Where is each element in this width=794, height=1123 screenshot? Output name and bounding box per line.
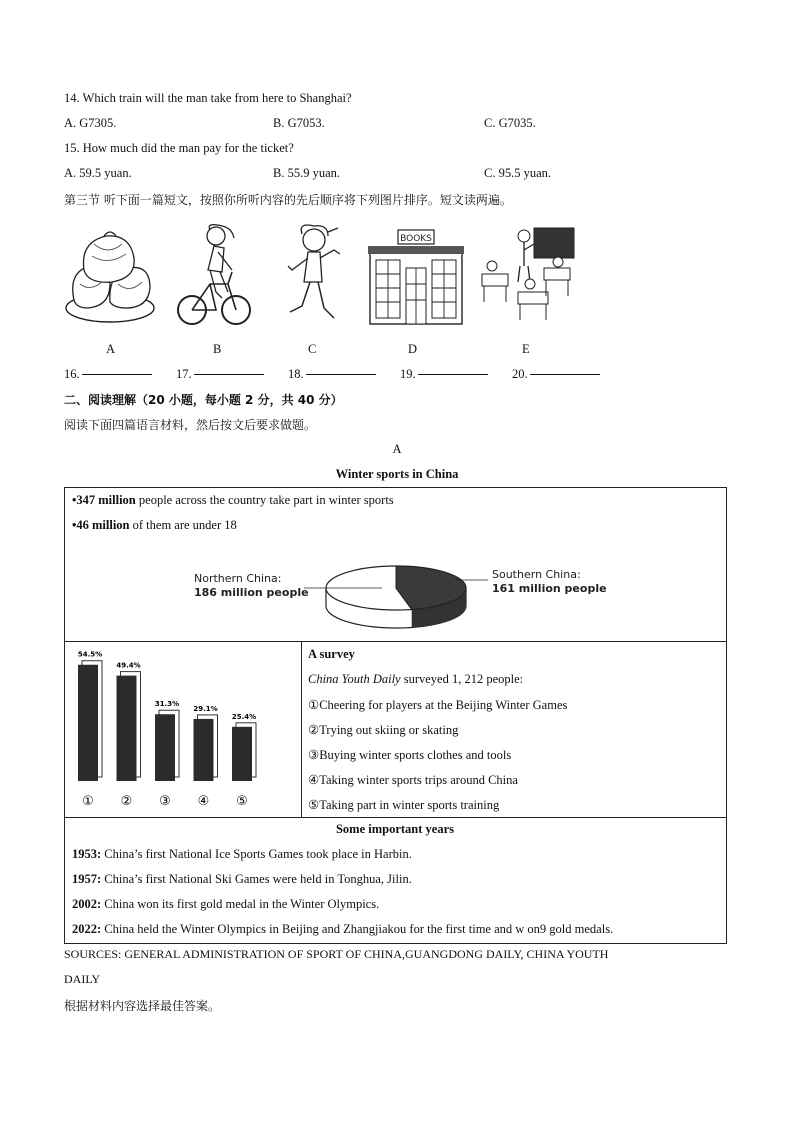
fact-under-18-text: of them are under 18 bbox=[129, 518, 237, 532]
q15-option-c[interactable]: C. 95.5 yuan. bbox=[484, 166, 552, 180]
pie-label-north-2: 186 million people bbox=[194, 586, 309, 599]
bar-value-label-2: 49.4% bbox=[116, 661, 141, 670]
picture-label-b: B bbox=[213, 342, 222, 356]
fact-under-18-number: •46 million bbox=[72, 518, 130, 532]
girl-running-icon bbox=[284, 222, 344, 330]
q14-option-b[interactable]: B. G7053. bbox=[273, 116, 325, 130]
q15-option-a[interactable]: A. 59.5 yuan. bbox=[64, 166, 132, 180]
fact-participants-number: •347 million bbox=[72, 493, 136, 507]
bar-value-label-1: 54.5% bbox=[77, 650, 103, 659]
bar-category-label-3: ③ bbox=[159, 794, 171, 809]
survey-source: China Youth Daily bbox=[308, 672, 401, 686]
survey-item-5: ⑤Taking part in winter sports training bbox=[308, 798, 500, 812]
answer-blank-18[interactable] bbox=[288, 367, 376, 382]
blank-number: 20. bbox=[512, 367, 528, 381]
q14-option-c[interactable]: C. G7035. bbox=[484, 116, 536, 130]
year-text: China’s first National Ice Sports Games took place in Harbin. bbox=[101, 847, 412, 861]
bar-value-label-4: 29.1% bbox=[193, 704, 218, 713]
picture-label-d: D bbox=[408, 342, 418, 356]
blank-number: 19. bbox=[400, 367, 416, 381]
buns-icon bbox=[64, 222, 156, 330]
reading-instruction: 阅读下面四篇语言材料，然后按文后要求做题。 bbox=[64, 418, 317, 432]
bar-3 bbox=[155, 714, 175, 781]
pie-chart bbox=[186, 540, 626, 636]
choose-instruction: 根据材料内容选择最佳答案。 bbox=[64, 999, 221, 1013]
bar-4 bbox=[194, 719, 214, 781]
survey-item-2: ②Trying out skiing or skating bbox=[308, 723, 459, 737]
classroom-icon bbox=[478, 222, 578, 330]
answer-blank-16[interactable] bbox=[64, 367, 152, 382]
survey-intro-text: surveyed 1, 212 people: bbox=[400, 672, 524, 686]
bar-5 bbox=[232, 727, 252, 781]
sources-line-1: SOURCES: GENERAL ADMINISTRATION OF SPORT OF CHINA,GUANGDONG DAILY, CHINA YOUTH bbox=[64, 947, 609, 961]
answer-blank-20[interactable] bbox=[512, 367, 600, 382]
passage-letter: A bbox=[392, 442, 402, 456]
picture-label-c: C bbox=[308, 342, 317, 356]
blank-number: 18. bbox=[288, 367, 304, 381]
years-title: Some important years bbox=[335, 822, 455, 836]
pie-label-south-2: 161 million people bbox=[492, 582, 607, 595]
year-text: China held the Winter Olympics in Beijing and Zhangjiakou for the first time and w on9 gold medals. bbox=[101, 922, 614, 936]
year-text: China won its first gold medal in the Winter Olympics. bbox=[101, 897, 380, 911]
bar-1 bbox=[78, 665, 98, 781]
year-text: China’s first National Ski Games were held in Tonghua, Jilin. bbox=[101, 872, 412, 886]
store-sign: BOOKS bbox=[400, 234, 432, 244]
bar-value-label-3: 31.3% bbox=[154, 700, 180, 709]
girl-cycling-icon bbox=[176, 222, 252, 330]
survey-intro bbox=[308, 672, 523, 687]
q15-option-b[interactable]: B. 55.9 yuan. bbox=[273, 166, 341, 180]
passage-title: Winter sports in China bbox=[335, 467, 459, 481]
year-label: 1953: bbox=[72, 847, 102, 861]
answer-blank-19[interactable] bbox=[400, 367, 488, 382]
survey-item-3: ③Buying winter sports clothes and tools bbox=[308, 748, 512, 762]
section3-instruction: 第三节 听下面一篇短文，按照你所听内容的先后顺序将下列图片排序。短文读两遍。 bbox=[64, 193, 512, 207]
year-row-2022 bbox=[72, 922, 613, 937]
fact-participants bbox=[72, 493, 394, 508]
bar-category-label-1: ① bbox=[82, 794, 94, 809]
picture-label-a: A bbox=[106, 342, 116, 356]
bar-category-label-5: ⑤ bbox=[236, 794, 248, 809]
fact-under-18 bbox=[72, 518, 237, 533]
pie-label-south-1: Southern China: bbox=[492, 568, 581, 581]
bar-2 bbox=[117, 676, 137, 781]
blank-number: 16. bbox=[64, 367, 80, 381]
blank-number: 17. bbox=[176, 367, 192, 381]
bar-category-label-2: ② bbox=[120, 794, 133, 809]
answer-blank-17[interactable] bbox=[176, 367, 264, 382]
bar-category-label-4: ④ bbox=[197, 794, 210, 809]
pie-label-north-1: Northern China: bbox=[194, 572, 282, 585]
year-row-1957 bbox=[72, 872, 412, 887]
year-label: 2002: bbox=[72, 897, 102, 911]
survey-title: A survey bbox=[308, 647, 355, 661]
survey-bar-chart bbox=[68, 645, 296, 813]
survey-item-4: ④Taking winter sports trips around China bbox=[308, 773, 518, 787]
question-15: 15. How much did the man pay for the ticket? bbox=[64, 141, 294, 155]
bar-value-label-5: 25.4% bbox=[231, 712, 257, 721]
sources-line-2: DAILY bbox=[64, 972, 101, 986]
fact-participants-text: people across the country take part in winter sports bbox=[135, 493, 394, 507]
q14-option-a[interactable]: A. G7305. bbox=[64, 116, 117, 130]
question-14: 14. Which train will the man take from here to Shanghai? bbox=[64, 91, 352, 105]
year-row-2002 bbox=[72, 897, 379, 912]
year-label: 1957: bbox=[72, 872, 102, 886]
picture-label-e: E bbox=[522, 342, 530, 356]
survey-item-1: ①Cheering for players at the Beijing Winter Games bbox=[308, 698, 568, 712]
reading-part-title: 二、阅读理解（20 小题，每小题 2 分，共 40 分） bbox=[64, 393, 343, 407]
year-row-1953 bbox=[72, 847, 412, 862]
year-label: 2022: bbox=[72, 922, 102, 936]
bookstore-icon bbox=[368, 228, 464, 326]
